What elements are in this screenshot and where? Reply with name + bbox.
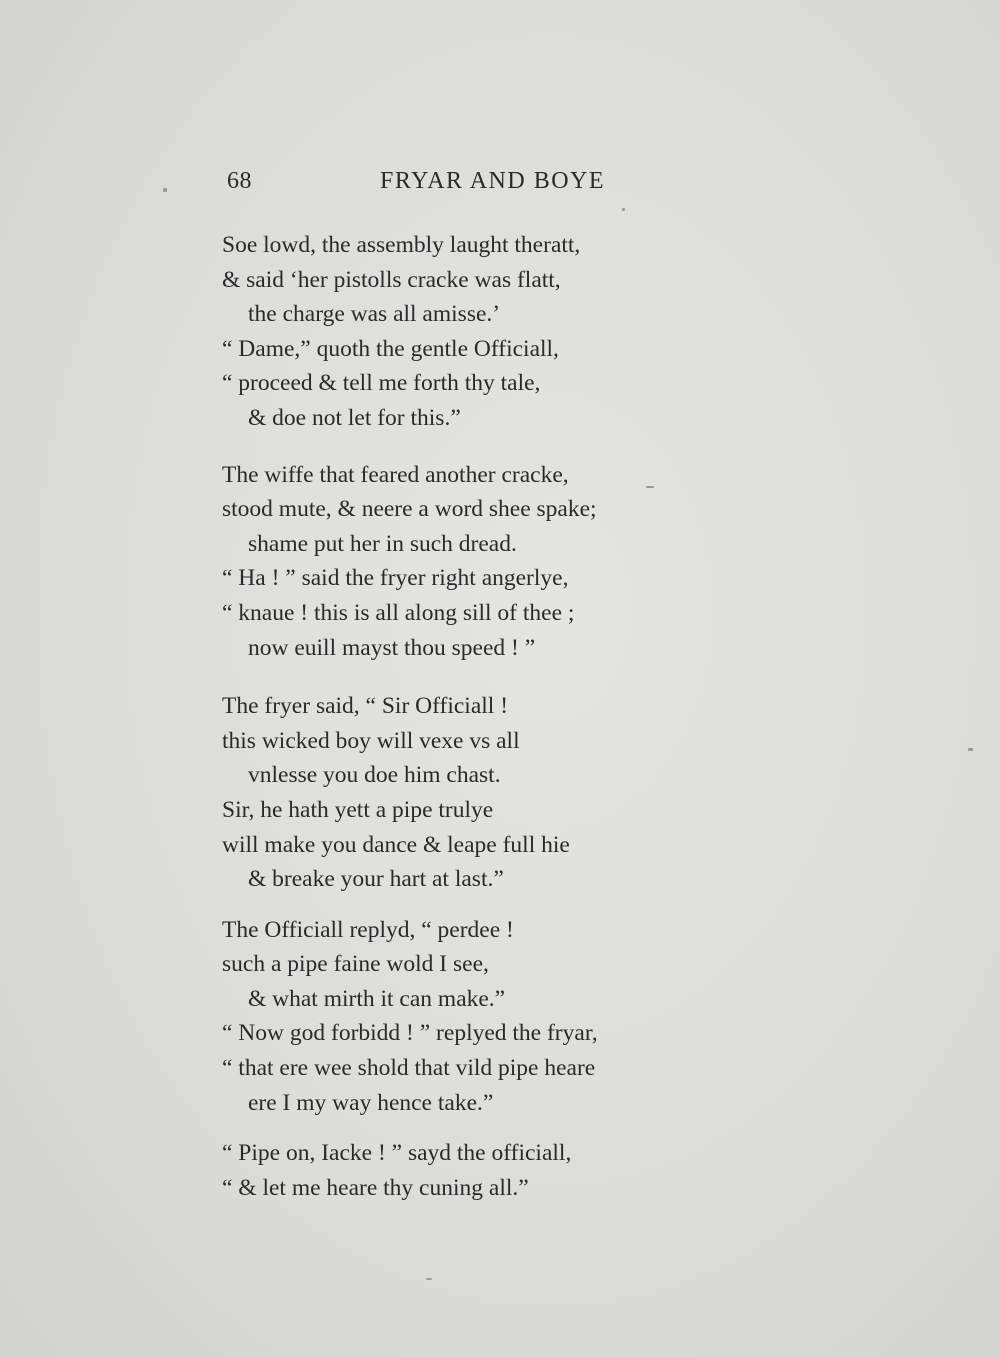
verse-line: The Officiall replyd, “ perdee ! — [222, 916, 514, 943]
poem-text — [222, 228, 742, 1205]
verse-line: The fryer said, “ Sir Officiall ! — [222, 693, 509, 720]
verse-line: “ Dame,” quoth the gentle Officiall, — [222, 335, 559, 362]
verse-line: “ that ere wee shold that vild pipe heare — [222, 1055, 596, 1082]
stanza — [222, 913, 742, 1121]
verse-line: now euill mayst thou speed ! ” — [248, 634, 536, 661]
verse-line: will make you dance & leape full hie — [222, 831, 570, 858]
verse-line: “ proceed & tell me forth thy tale, — [222, 370, 541, 397]
stanza — [222, 1136, 742, 1205]
verse-line: & breake your hart at last.” — [248, 866, 504, 893]
stanza — [222, 228, 742, 436]
verse-line: “ Now god forbidd ! ” replyed the fryar, — [222, 1020, 598, 1047]
verse-line: “ knaue ! this is all along sill of thee ; — [222, 599, 575, 626]
verse-line: & what mirth it can make.” — [248, 985, 506, 1012]
stanza — [222, 689, 742, 897]
margin-speck — [622, 208, 625, 211]
stanza — [222, 458, 742, 666]
margin-speck — [968, 748, 973, 751]
verse-line: this wicked boy will vexe vs all — [222, 727, 520, 754]
verse-line: & doe not let for this.” — [248, 404, 461, 431]
verse-line: The wiffe that feared another cracke, — [222, 461, 569, 488]
page-header — [227, 168, 647, 204]
verse-line: shame put her in such dread. — [248, 530, 517, 557]
verse-line: Sir, he hath yett a pipe trulye — [222, 796, 494, 823]
verse-line: stood mute, & neere a word shee spake; — [222, 496, 597, 523]
margin-speck — [163, 188, 167, 192]
margin-speck — [426, 1278, 432, 1280]
verse-line: ere I my way hence take.” — [248, 1089, 494, 1116]
verse-line: vnlesse you doe him chast. — [248, 762, 501, 789]
verse-line: “ Pipe on, Iacke ! ” sayd the officiall, — [222, 1140, 572, 1167]
verse-line: such a pipe faine wold I see, — [222, 951, 489, 978]
margin-speck — [646, 486, 654, 488]
verse-line: & said ‘her pistolls cracke was flatt, — [222, 266, 561, 293]
page-number: 68 — [227, 168, 252, 194]
running-title: FRYAR AND BOYE — [380, 168, 606, 194]
verse-line: Soe lowd, the assembly laught theratt, — [222, 232, 581, 258]
verse-line: “ Ha ! ” said the fryer right angerlye, — [222, 565, 569, 592]
verse-line: “ & let me heare thy cuning all.” — [222, 1174, 529, 1201]
verse-line: the charge was all amisse.’ — [248, 301, 501, 328]
